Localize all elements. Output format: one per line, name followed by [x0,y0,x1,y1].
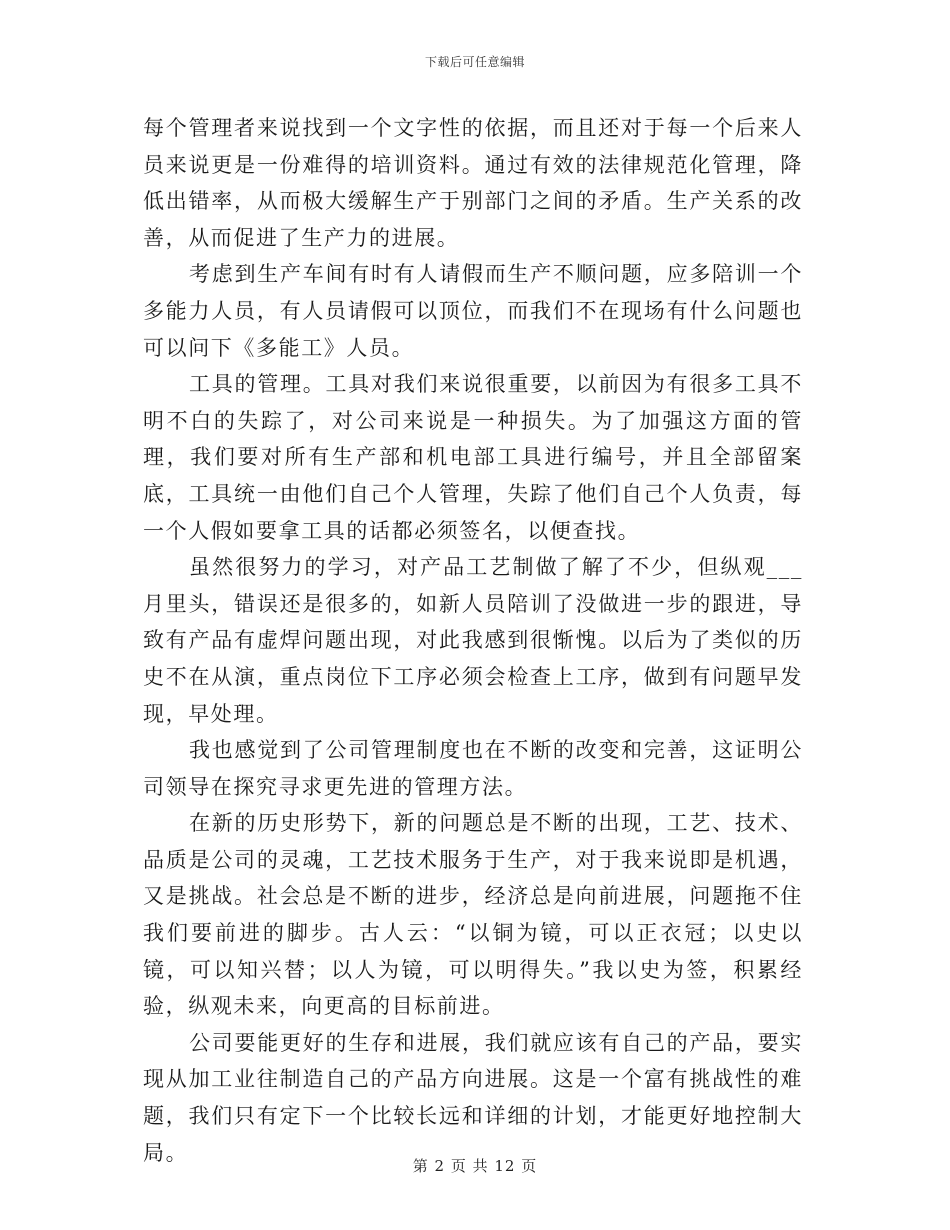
page-number-footer: 第 2 页 共 12 页 [412,1157,538,1175]
paragraph-continuation: 每个管理者来说找到一个文字性的依据，而且还对于每一个后来人员来说更是一份难得的培训资料。通过有效的法律规范化管理，降低出错率，从而极大缓解生产于别部门之间的矛盾。生产关系的改善，从而促进了生产力的进展。 [143,116,803,250]
paragraph-errors-reflection: 虽然很努力的学习，对产品工艺制做了解了不少，但纵观___月里头，错误还是很多的，如新人员陪训了没做进一步的跟进，导致有产品有虚焊问题出现，对此我感到很惭愧。以后为了类似的历史不在从演，重点岗位下工序必须会检查上工序，做到有问题早发现，早处理。 [143,555,803,726]
paragraph-management-system: 我也感觉到了公司管理制度也在不断的改变和完善，这证明公司领导在探究寻求更先进的管理方法。 [143,738,803,799]
page-header-note: 下载后可任意编辑 [424,55,525,69]
document-body [143,110,803,1171]
paragraph-tool-management: 工具的管理。工具对我们来说很重要，以前因为有很多工具不明不白的失踪了，对公司来说是一种损失。为了加强这方面的管理，我们要对所有生产部和机电部工具进行编号，并且全部留案底，工具统一由他们自己个人管理，失踪了他们自己个人负责，每一个人假如要拿工具的话都必须签名，以便查找。 [143,372,803,543]
paragraph-multiskill-staff: 考虑到生产车间有时有人请假而生产不顺问题，应多陪训一个多能力人员，有人员请假可以顶位，而我们不在现场有什么问题也可以问下《多能工》人员。 [143,262,803,360]
paragraph-company-development: 公司要能更好的生存和进展，我们就应该有自己的产品，要实现从加工业往制造自己的产品方向进展。这是一个富有挑战性的难题，我们只有定下一个比较长远和详细的计划，才能更好地控制大局。 [143,1030,803,1165]
paragraph-new-challenges: 在新的历史形势下，新的问题总是不断的出现，工艺、技术、品质是公司的灵魂，工艺技术服务于生产，对于我来说即是机遇，又是挑战。社会总是不断的进步，经济总是向前进展，问题拖不住我们要前进的脚步。古人云：“以铜为镜，可以正衣冠；以史以镜，可以知兴替；以人为镜，可以明得失。”我以史为签，积累经验，纵观未来，向更高的目标前进。 [143,811,803,1019]
